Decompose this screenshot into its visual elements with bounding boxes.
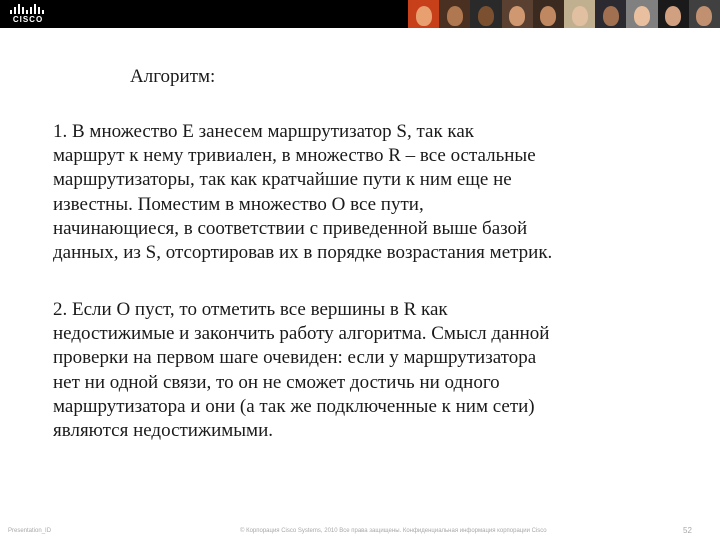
header-photo [470,0,501,28]
copyright-notice: © Корпорация Cisco Systems, 2010 Все права защищены. Конфиденциальная информация корпорации Cisco [240,528,547,534]
header-photo [564,0,595,28]
slide-title: Алгоритм: [130,66,216,87]
header-photo [689,0,720,28]
cisco-logo [8,3,48,25]
footer [0,528,720,540]
header-photo [533,0,564,28]
page-number: 52 [683,526,692,535]
algorithm-step-2: 2. Если O пуст, то отметить все вершины в R как недостижимые и закончить работу алгоритма. Смысл данной проверки на первом шаге очевиден: если у маршрутизатора нет ни одной связи, то он не сможет достичь ни одного маршрутизатора и они (а так же подключенные к ним сети) являются недостижимыми. [53,299,550,442]
presentation-id: Presentation_ID [8,528,52,534]
header-photo [658,0,689,28]
header-photo [439,0,470,28]
cisco-bars-icon [8,3,48,15]
header-photo [408,0,439,28]
header-photo [595,0,626,28]
header-photo-strip [408,0,720,28]
algorithm-step-1: 1. В множество E занесем маршрутизатор S, так как маршрут к нему тривиален, в множество R – все остальные маршрутизаторы, так как кратчайшие пути к ним еще не известны. Поместим в множество O все пути, начинающиеся, в соответствии с приведенной выше базой данных, из S, отсортировав их в порядке возрастания метрик. [53,121,553,264]
header-photo [626,0,657,28]
header-bar [0,0,720,28]
header-photo [502,0,533,28]
cisco-wordmark: CISCO [12,15,44,24]
